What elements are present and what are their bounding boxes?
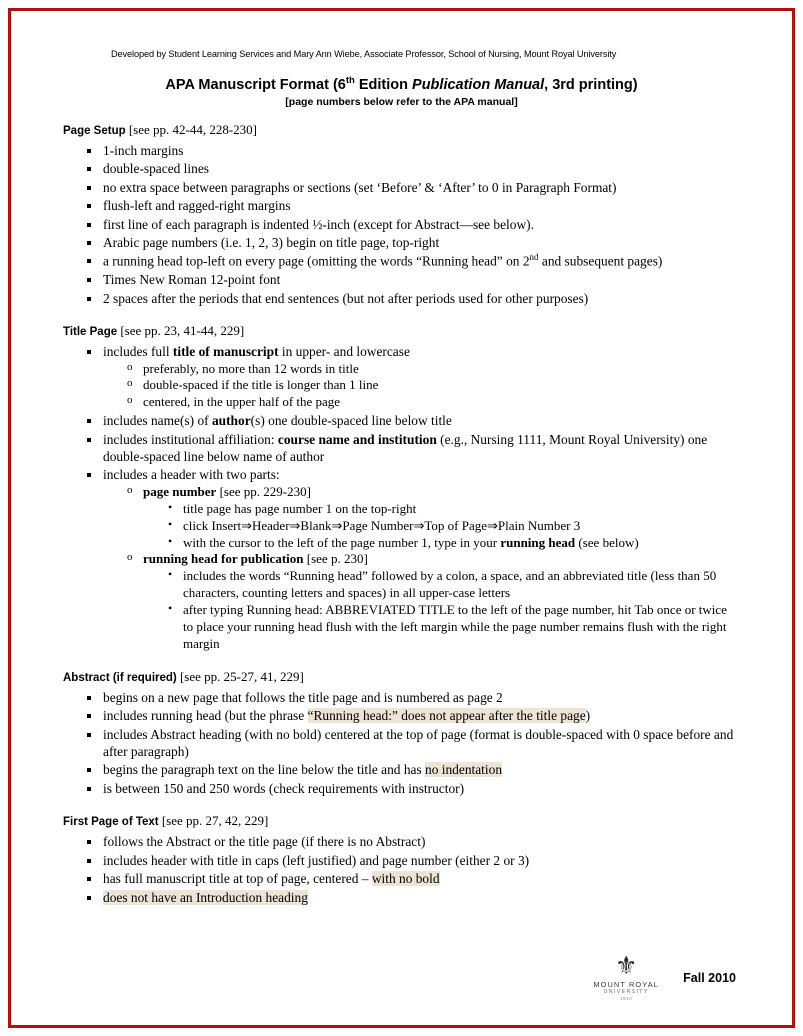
list-item: begins on a new page that follows the title page and is numbered as page 2 bbox=[85, 689, 740, 706]
highlighted-text: does not have an Introduction heading bbox=[103, 889, 308, 905]
abstract-list bbox=[63, 689, 740, 798]
item-text-bold: running head bbox=[500, 534, 576, 550]
item-text-a: has full manuscript title at top of page, centered – bbox=[103, 871, 372, 887]
section-ref-page-setup: [see pp. 42-44, 228-230] bbox=[128, 121, 258, 137]
title-italic-part: Publication Manual bbox=[412, 76, 545, 93]
highlighted-text: “Running head:” does not appear after the title page bbox=[307, 708, 586, 724]
footer-date: Fall 2010 bbox=[683, 971, 736, 986]
list-item: • click Insert⇒Header⇒Blank⇒Page Number⇒Top of Page⇒Plain Number 3 bbox=[165, 518, 740, 535]
logo-year: 1910 bbox=[620, 996, 633, 1001]
item-text-b: (e.g., Nursing 1111, Mount Royal University) one double-spaced line below name of author bbox=[103, 431, 708, 465]
section-ref-title-page: [see pp. 23, 41-44, 229] bbox=[120, 323, 245, 339]
list-item bbox=[85, 343, 740, 411]
page-setup-list bbox=[63, 142, 740, 307]
item-text-b: (s) one double-spaced line below title bbox=[250, 413, 452, 429]
page-number-bullets bbox=[143, 501, 740, 552]
list-item bbox=[85, 870, 740, 887]
item-text-b: (see below) bbox=[575, 534, 639, 550]
list-item: no extra space between paragraphs or sections (set ‘Before’ & ‘After’ to 0 in Paragraph Format) bbox=[85, 179, 740, 196]
list-item-running-head bbox=[85, 252, 740, 270]
document-body bbox=[11, 11, 792, 1025]
running-head-label: running head for publication bbox=[143, 551, 304, 567]
list-item bbox=[85, 466, 740, 652]
list-item: o centered, in the upper half of the page bbox=[125, 394, 740, 411]
list-item: Arabic page numbers (i.e. 1, 2, 3) begin on title page, top-right bbox=[85, 234, 740, 251]
item-text-bold: title of manuscript bbox=[172, 344, 279, 360]
list-item: o double-spaced if the title is longer than 1 line bbox=[125, 377, 740, 394]
list-item: includes header with title in caps (left justified) and page number (either 2 or 3) bbox=[85, 852, 740, 869]
list-item: follows the Abstract or the title page (if there is no Abstract) bbox=[85, 833, 740, 850]
section-heading-abstract bbox=[63, 669, 740, 685]
item-text-a: includes running head (but the phrase bbox=[103, 708, 308, 724]
running-head-superscript: nd bbox=[529, 252, 539, 263]
section-heading-first-page bbox=[63, 813, 740, 829]
title-part-3: , 3rd printing) bbox=[544, 76, 638, 93]
page-subtitle: [page numbers below refer to the APA manual] bbox=[285, 95, 518, 108]
title-superscript: th bbox=[345, 75, 355, 86]
list-item: 1-inch margins bbox=[85, 142, 740, 159]
title-page-list bbox=[63, 343, 740, 653]
document-page-border bbox=[8, 8, 795, 1028]
running-head-text-a: a running head top-left on every page (omitting the words “Running head” on 2 bbox=[103, 253, 530, 269]
list-item: double-spaced lines bbox=[85, 160, 740, 177]
list-item: includes Abstract heading (with no bold) centered at the top of page (format is double-spaced with 0 space before and after paragraph) bbox=[85, 726, 740, 761]
running-head-bullets bbox=[143, 568, 740, 652]
list-item bbox=[165, 535, 740, 552]
section-title-title-page: Title Page bbox=[63, 326, 118, 339]
highlighted-text: with no bold bbox=[371, 871, 440, 887]
list-item-page-number bbox=[125, 484, 740, 552]
item-text-a: includes institutional affiliation: bbox=[103, 431, 278, 447]
page-number-ref: [see pp. 229-230] bbox=[219, 483, 311, 499]
logo-subtitle: UNIVERSITY bbox=[603, 989, 649, 995]
running-head-ref: [see p. 230] bbox=[306, 551, 368, 567]
credit-line: Developed by Student Learning Services and Mary Ann Wiebe, Associate Professor, School of Nursing, Mount Royal University bbox=[111, 49, 617, 59]
list-item: o preferably, no more than 12 words in title bbox=[125, 361, 740, 378]
item-text-bold: author bbox=[211, 413, 251, 429]
list-item-running-head-publication bbox=[125, 551, 740, 652]
section-title-page-setup: Page Setup bbox=[63, 124, 126, 137]
list-item: Times New Roman 12-point font bbox=[85, 271, 740, 288]
list-item: • includes the words “Running head” followed by a colon, a space, and an abbreviated title (less than 50 characters, counting letters and spaces) in all upper-case letters bbox=[165, 568, 740, 602]
item-text-a: with the cursor to the left of the page number 1, type in your bbox=[183, 534, 501, 550]
item-text-a: includes name(s) of bbox=[103, 413, 212, 429]
list-item bbox=[85, 431, 740, 466]
list-item: is between 150 and 250 words (check requirements with instructor) bbox=[85, 780, 740, 797]
item-text-b: ) bbox=[585, 708, 591, 724]
crown-icon: ⚜ bbox=[614, 952, 638, 980]
item-text-a: includes full bbox=[103, 344, 173, 360]
list-item: • after typing Running head: ABBREVIATED TITLE to the left of the page number, hit Tab once or twice to place your running head flush with the left margin while the page number remains flush with the right margin bbox=[165, 602, 740, 653]
header-parts-list bbox=[103, 484, 740, 653]
item-text: includes a header with two parts: bbox=[103, 467, 280, 483]
section-title-abstract: Abstract (if required) bbox=[63, 671, 177, 684]
list-item bbox=[85, 889, 740, 906]
item-text-b: in upper- and lowercase bbox=[278, 344, 410, 360]
title-part-2: Edition bbox=[354, 76, 413, 93]
list-item bbox=[85, 412, 740, 429]
logo-name: MOUNT ROYAL bbox=[593, 980, 659, 989]
university-logo bbox=[583, 952, 669, 1002]
section-heading-title-page bbox=[63, 323, 740, 339]
item-text-bold: course name and institution bbox=[277, 431, 437, 447]
highlighted-text: no indentation bbox=[425, 762, 503, 778]
list-item: flush-left and ragged-right margins bbox=[85, 197, 740, 214]
section-title-first-page: First Page of Text bbox=[63, 816, 159, 829]
list-item bbox=[85, 761, 740, 778]
title-page-sublist bbox=[103, 361, 740, 412]
list-item: • title page has page number 1 on the top-right bbox=[165, 501, 740, 518]
title-part-1: APA Manuscript Format (6 bbox=[165, 76, 346, 93]
section-heading-page-setup bbox=[63, 122, 740, 138]
section-ref-abstract: [see pp. 25-27, 41, 229] bbox=[179, 668, 304, 684]
list-item: first line of each paragraph is indented ½-inch (except for Abstract—see below). bbox=[85, 216, 740, 233]
section-ref-first-page: [see pp. 27, 42, 229] bbox=[161, 813, 269, 829]
page-footer bbox=[583, 952, 736, 1002]
list-item: 2 spaces after the periods that end sentences (but not after periods used for other purposes) bbox=[85, 290, 740, 307]
page-title bbox=[63, 75, 740, 93]
item-text-a: begins the paragraph text on the line below the title and has bbox=[103, 762, 426, 778]
list-item bbox=[85, 707, 740, 724]
first-page-list bbox=[63, 833, 740, 906]
page-number-label: page number bbox=[143, 483, 217, 499]
running-head-text-b: and subsequent pages) bbox=[538, 253, 663, 269]
